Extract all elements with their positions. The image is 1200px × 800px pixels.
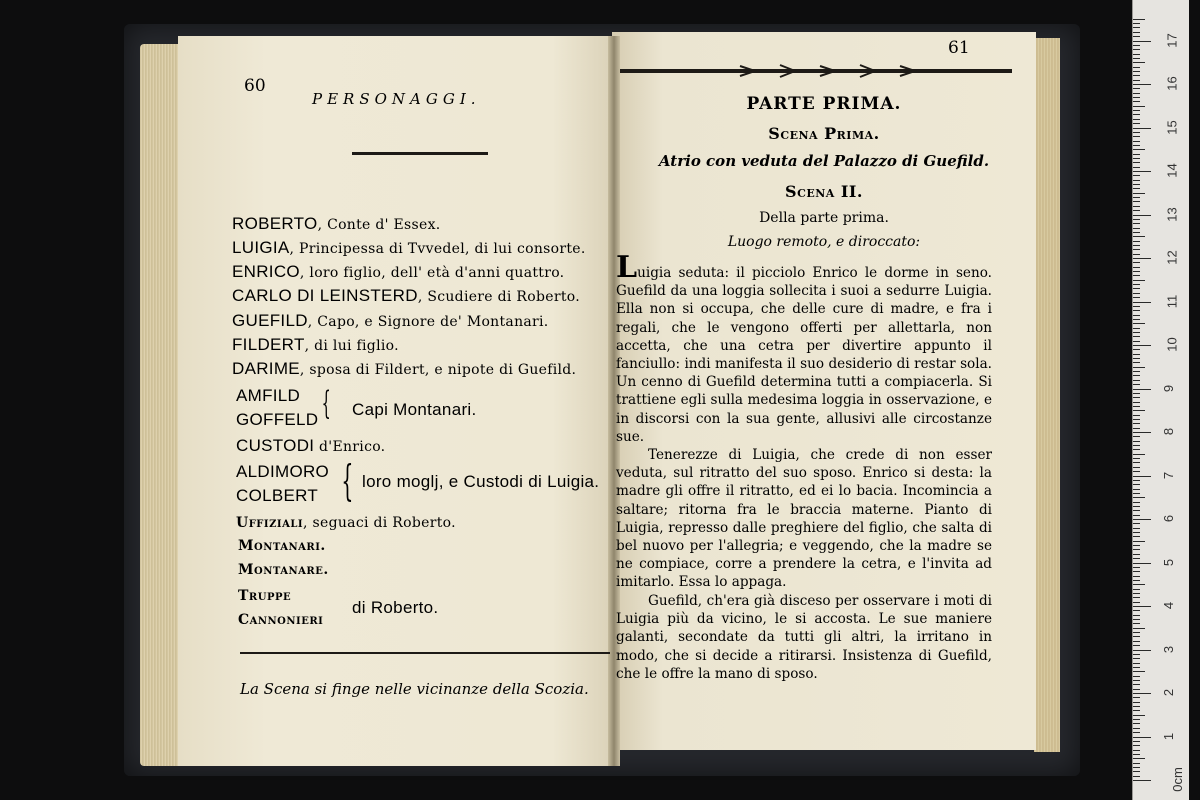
ruler-tick (1133, 228, 1140, 229)
cast-entry-aldimoro: ALDIMORO (236, 462, 330, 481)
measurement-ruler (1132, 0, 1189, 800)
ruler-tick (1133, 371, 1140, 372)
group-desc-truppe: di Roberto. (352, 598, 439, 617)
ruler-label: 8 (1161, 427, 1177, 436)
scene-2-heading: Scena II. (785, 182, 863, 201)
ruler-tick (1133, 223, 1140, 224)
ruler-tick (1133, 323, 1145, 324)
ruler-tick (1133, 663, 1140, 664)
cast-entry-montanare: Montanare. (238, 562, 329, 578)
ruler-label: 15 (1164, 119, 1180, 135)
brace-mogli: { (341, 456, 354, 505)
ruler-tick (1133, 84, 1151, 85)
cast-entry-truppe: Truppe (238, 588, 292, 604)
ruler-tick (1133, 280, 1145, 281)
ruler-tick (1133, 67, 1140, 68)
ruler-tick (1133, 615, 1140, 616)
ruler-tick (1133, 384, 1140, 385)
drop-cap: L (616, 250, 638, 285)
ruler-tick (1133, 319, 1140, 320)
ruler-tick (1133, 719, 1140, 720)
ruler-tick (1133, 758, 1145, 759)
ruler-tick (1133, 27, 1140, 28)
note-rule (240, 652, 610, 654)
ruler-tick (1133, 136, 1140, 137)
ruler-tick (1133, 262, 1140, 263)
ruler-tick (1133, 654, 1140, 655)
ruler-label: 12 (1164, 250, 1180, 265)
ruler-tick (1133, 188, 1140, 189)
ruler-tick (1133, 589, 1140, 590)
ruler-tick (1133, 541, 1145, 542)
ruler-tick (1133, 519, 1151, 520)
ruler-label: 16 (1164, 76, 1180, 91)
cast-entry-goffeld: GOFFELD (236, 410, 319, 429)
ruler-tick (1133, 114, 1140, 115)
ruler-tick (1133, 567, 1140, 568)
ruler-tick (1133, 549, 1140, 550)
ruler-tick (1133, 415, 1140, 416)
ruler-tick (1133, 754, 1140, 755)
ruler-tick (1133, 171, 1151, 172)
ruler-tick (1133, 715, 1145, 716)
ruler-tick (1133, 275, 1140, 276)
ruler-tick (1133, 523, 1140, 524)
ruler-tick (1133, 306, 1140, 307)
ruler-tick (1133, 480, 1140, 481)
cast-entry-amfild: AMFILD (236, 386, 301, 405)
ruler-tick (1133, 410, 1145, 411)
ruler-tick (1133, 493, 1140, 494)
right-page-number: 61 (948, 38, 970, 58)
scene-note: La Scena si finge nelle vicinanze della Scozia. (240, 680, 589, 698)
ruler-tick (1133, 49, 1140, 50)
ruler-label: 5 (1161, 558, 1177, 566)
cast-entry-guefild: GUEFILD, Capo, e Signore de' Montanari. (232, 311, 549, 330)
ruler-tick (1133, 502, 1140, 503)
scene-2-subheading: Della parte prima. (759, 210, 889, 226)
ruler-tick (1133, 632, 1140, 633)
ruler-tick (1133, 23, 1140, 24)
ruler-tick (1133, 436, 1140, 437)
ruler-tick (1133, 684, 1140, 685)
ruler-tick (1133, 710, 1140, 711)
ruler-tick (1133, 110, 1140, 111)
part-heading: PARTE PRIMA. (746, 94, 902, 114)
ruler-tick (1133, 336, 1140, 337)
ruler-label: 1 (1161, 732, 1177, 740)
ruler-tick (1133, 288, 1140, 289)
ruler-tick (1133, 106, 1145, 107)
ruler-tick (1133, 380, 1140, 381)
paragraph-3: Guefild, ch'era già disceso per osservare i moti di Luigia più da vicino, le si accosta. Le sue maniere galanti, secondate da tutti gli altri, la irritano in modo, che si decide a ritirarsi. Insistenza di Guefild, che le offre la mano di sposo. (616, 593, 992, 682)
ruler-tick (1133, 702, 1140, 703)
ruler-label: 7 (1161, 471, 1177, 479)
ruler-tick (1133, 267, 1140, 268)
ruler-tick (1133, 606, 1151, 607)
ruler-label: 6 (1161, 514, 1177, 523)
ruler-tick (1133, 36, 1140, 37)
ruler-label: 4 (1161, 601, 1177, 610)
ruler-tick (1133, 467, 1140, 468)
ruler-tick (1133, 88, 1140, 89)
ruler-tick (1133, 184, 1140, 185)
ruler-tick (1133, 249, 1140, 250)
ruler-tick (1133, 210, 1140, 211)
cast-entry-luigia: LUIGIA, Principessa di Tvvedel, di lui consorte. (232, 238, 586, 257)
ruler-tick (1133, 62, 1145, 63)
cast-entry-montanari: Montanari. (238, 538, 326, 554)
ruler-tick (1133, 354, 1140, 355)
left-page-number: 60 (244, 76, 266, 96)
ruler-tick (1133, 619, 1140, 620)
ruler-tick (1133, 332, 1140, 333)
ruler-tick (1133, 58, 1140, 59)
title-rule (352, 152, 488, 155)
ruler-tick (1133, 389, 1151, 390)
ruler-tick (1133, 650, 1151, 651)
ruler-tick (1133, 515, 1140, 516)
ruler-tick (1133, 201, 1140, 202)
ruler-tick (1133, 676, 1140, 677)
ruler-tick (1133, 93, 1140, 94)
ruler-tick (1133, 554, 1140, 555)
ruler-tick (1133, 458, 1140, 459)
ruler-tick (1133, 645, 1140, 646)
paragraph-1: Luigia seduta: il picciolo Enrico le dorme in seno. Guefild da una loggia sollecita i suoi a sedurre Luigia. Ella non si occupa, che delle cure di madre, e fra i regali, che le vengono offerti per allettarla, non accetta, che una cetra per divertire appunto il fanciullo: indi manifesta il suo desiderio di restar sola. Un cenno di Guefild determina tutti a compiacerla. Si trattiene egli sulla medesima loggia in osservazione, e in discorsi con la sua gente, allusivi alle circostanze sue. (616, 250, 992, 445)
ruler-label: 11 (1164, 294, 1180, 308)
ruler-tick (1133, 258, 1151, 259)
ruler-tick (1133, 689, 1140, 690)
ruler-tick (1133, 571, 1140, 572)
ruler-tick (1133, 167, 1140, 168)
cast-entry-roberto: ROBERTO, Conte d' Essex. (232, 214, 441, 233)
scene-1-description: Atrio con veduta del Palazzo di Guefild. (658, 152, 990, 170)
ruler-tick (1133, 432, 1151, 433)
ruler-label: 13 (1164, 206, 1180, 222)
ruler-tick (1133, 219, 1140, 220)
ruler-tick (1133, 310, 1140, 311)
ruler-tick (1133, 45, 1140, 46)
ruler-tick (1133, 423, 1140, 424)
ruler-tick (1133, 763, 1140, 764)
group-desc-montanari: Capi Montanari. (352, 400, 477, 419)
ruler-tick (1133, 293, 1140, 294)
ruler-tick (1133, 162, 1140, 163)
ruler-tick (1133, 658, 1140, 659)
ruler-tick (1133, 545, 1140, 546)
ruler-tick (1133, 197, 1140, 198)
ruler-tick (1133, 776, 1140, 777)
ruler-label: 3 (1161, 645, 1177, 653)
cast-entry-darime: DARIME, sposa di Fildert, e nipote di Guefild. (232, 359, 577, 378)
ruler-tick (1133, 428, 1140, 429)
ruler-tick (1133, 628, 1145, 629)
ruler-tick (1133, 706, 1140, 707)
ruler-tick (1133, 532, 1140, 533)
ruler-tick (1133, 32, 1140, 33)
ruler-tick (1133, 80, 1140, 81)
ruler-tick (1133, 128, 1151, 129)
ruler-tick (1133, 215, 1151, 216)
ruler-tick (1133, 584, 1145, 585)
ruler-tick (1133, 489, 1140, 490)
ruler-tick (1133, 54, 1140, 55)
ruler-tick (1133, 97, 1140, 98)
ruler-tick (1133, 737, 1151, 738)
ruler-tick (1133, 741, 1140, 742)
ruler-tick (1133, 680, 1140, 681)
ruler-tick (1133, 445, 1140, 446)
page-edges-right (1034, 38, 1060, 752)
scene-1-heading: Scena Prima. (768, 124, 880, 143)
ruler-label: 14 (1164, 163, 1180, 178)
ruler-tick (1133, 449, 1140, 450)
ruler-tick (1133, 750, 1140, 751)
ruler-label: 0cm (1169, 767, 1185, 792)
ruler-tick (1133, 462, 1140, 463)
ruler-tick (1133, 497, 1145, 498)
ruler-tick (1133, 193, 1145, 194)
ruler-tick (1133, 593, 1140, 594)
ruler-tick (1133, 671, 1145, 672)
ruler-tick (1133, 349, 1140, 350)
ruler-tick (1133, 175, 1140, 176)
ruler-tick (1133, 101, 1140, 102)
ruler-tick (1133, 132, 1140, 133)
group-desc-mogli: loro moglj, e Custodi di Luigia. (362, 472, 600, 491)
ruler-tick (1133, 71, 1140, 72)
ornament-rule (620, 64, 1012, 78)
ruler-tick (1133, 271, 1140, 272)
cast-entry-enrico: ENRICO, loro figlio, dell' età d'anni quattro. (232, 262, 565, 281)
ruler-tick (1133, 254, 1140, 255)
ruler-tick (1133, 528, 1140, 529)
ruler-label: 2 (1161, 688, 1177, 697)
ruler-tick (1133, 623, 1140, 624)
ruler-tick (1133, 636, 1140, 637)
ruler-tick (1133, 362, 1140, 363)
ruler-tick (1133, 602, 1140, 603)
ruler-tick (1133, 297, 1140, 298)
ruler-tick (1133, 597, 1140, 598)
ruler-tick (1133, 767, 1140, 768)
ruler-tick (1133, 536, 1140, 537)
ruler-tick (1133, 393, 1140, 394)
ruler-tick (1133, 149, 1145, 150)
ruler-tick (1133, 558, 1140, 559)
ruler-tick (1133, 745, 1140, 746)
ruler-tick (1133, 41, 1151, 42)
ruler-label: 10 (1164, 337, 1180, 352)
ruler-tick (1133, 375, 1140, 376)
cast-entry-colbert: COLBERT (236, 486, 319, 505)
ruler-tick (1133, 576, 1140, 577)
ruler-tick (1133, 397, 1140, 398)
ruler-tick (1133, 780, 1151, 781)
ruler-tick (1133, 206, 1140, 207)
ruler-tick (1133, 510, 1140, 511)
ruler-tick (1133, 484, 1140, 485)
paragraph-2: Tenerezze di Luigia, che crede di non esser veduta, sul ritratto del suo sposo. Enrico si desta: la madre gli offre il ritratto, ed ei lo bacia. Incomincia a saltare; ritorna fra le braccia materne. Pianto di Luigia, represso dalle preghiere del figlio, che salta di bel nuovo per l'allegria; e veggendo, che la madre se ne compiace, corre a prendere la cetra, e l'invita ad imitarlo. Essa lo appaga. (616, 447, 992, 591)
ruler-tick (1133, 284, 1140, 285)
ruler-tick (1133, 506, 1140, 507)
ruler-tick (1133, 771, 1140, 772)
ruler-tick (1133, 563, 1151, 564)
ruler-tick (1133, 145, 1140, 146)
scene-2-description: Luogo remoto, e diroccato: (727, 234, 921, 250)
left-page-title: PERSONAGGI. (312, 90, 481, 108)
ruler-tick (1133, 723, 1140, 724)
ruler-tick (1133, 697, 1140, 698)
ruler-tick (1133, 406, 1140, 407)
ruler-tick (1133, 315, 1140, 316)
brace-montanari: { (321, 384, 331, 422)
ruler-tick (1133, 119, 1140, 120)
ruler-tick (1133, 154, 1140, 155)
ruler-tick (1133, 302, 1151, 303)
ruler-tick (1133, 75, 1140, 76)
ruler-tick (1133, 476, 1151, 477)
ruler-tick (1133, 232, 1140, 233)
ruler-label: 9 (1161, 384, 1177, 392)
cast-entry-carlo: CARLO DI LEINSTERD, Scudiere di Roberto. (232, 286, 580, 305)
ruler-tick (1133, 19, 1145, 20)
ruler-label: 17 (1164, 32, 1180, 48)
ruler-tick (1133, 328, 1140, 329)
ruler-tick (1133, 732, 1140, 733)
ruler-tick (1133, 419, 1140, 420)
ruler-tick (1133, 402, 1140, 403)
ruler-tick (1133, 241, 1140, 242)
ruler-tick (1133, 610, 1140, 611)
ruler-tick (1133, 471, 1140, 472)
ruler-tick (1133, 667, 1140, 668)
ruler-tick (1133, 641, 1140, 642)
ruler-tick (1133, 441, 1140, 442)
ruler-tick (1133, 345, 1151, 346)
cast-entry-custodi: CUSTODI d'Enrico. (236, 436, 386, 455)
cast-entry-fildert: FILDERT, di lui figlio. (232, 335, 399, 354)
ruler-tick (1133, 693, 1151, 694)
cast-entry-uffiziali: Uffiziali, seguaci di Roberto. (236, 515, 456, 531)
ruler-tick (1133, 141, 1140, 142)
ruler-tick (1133, 358, 1140, 359)
ruler-tick (1133, 728, 1140, 729)
ruler-tick (1133, 454, 1145, 455)
ruler-tick (1133, 236, 1145, 237)
ruler-tick (1133, 123, 1140, 124)
ruler-tick (1133, 580, 1140, 581)
cast-entry-cannonieri: Cannonieri (238, 612, 324, 628)
ruler-tick (1133, 367, 1145, 368)
ruler-tick (1133, 341, 1140, 342)
ruler-tick (1133, 158, 1140, 159)
ruler-tick (1133, 180, 1140, 181)
ruler-tick (1133, 245, 1140, 246)
